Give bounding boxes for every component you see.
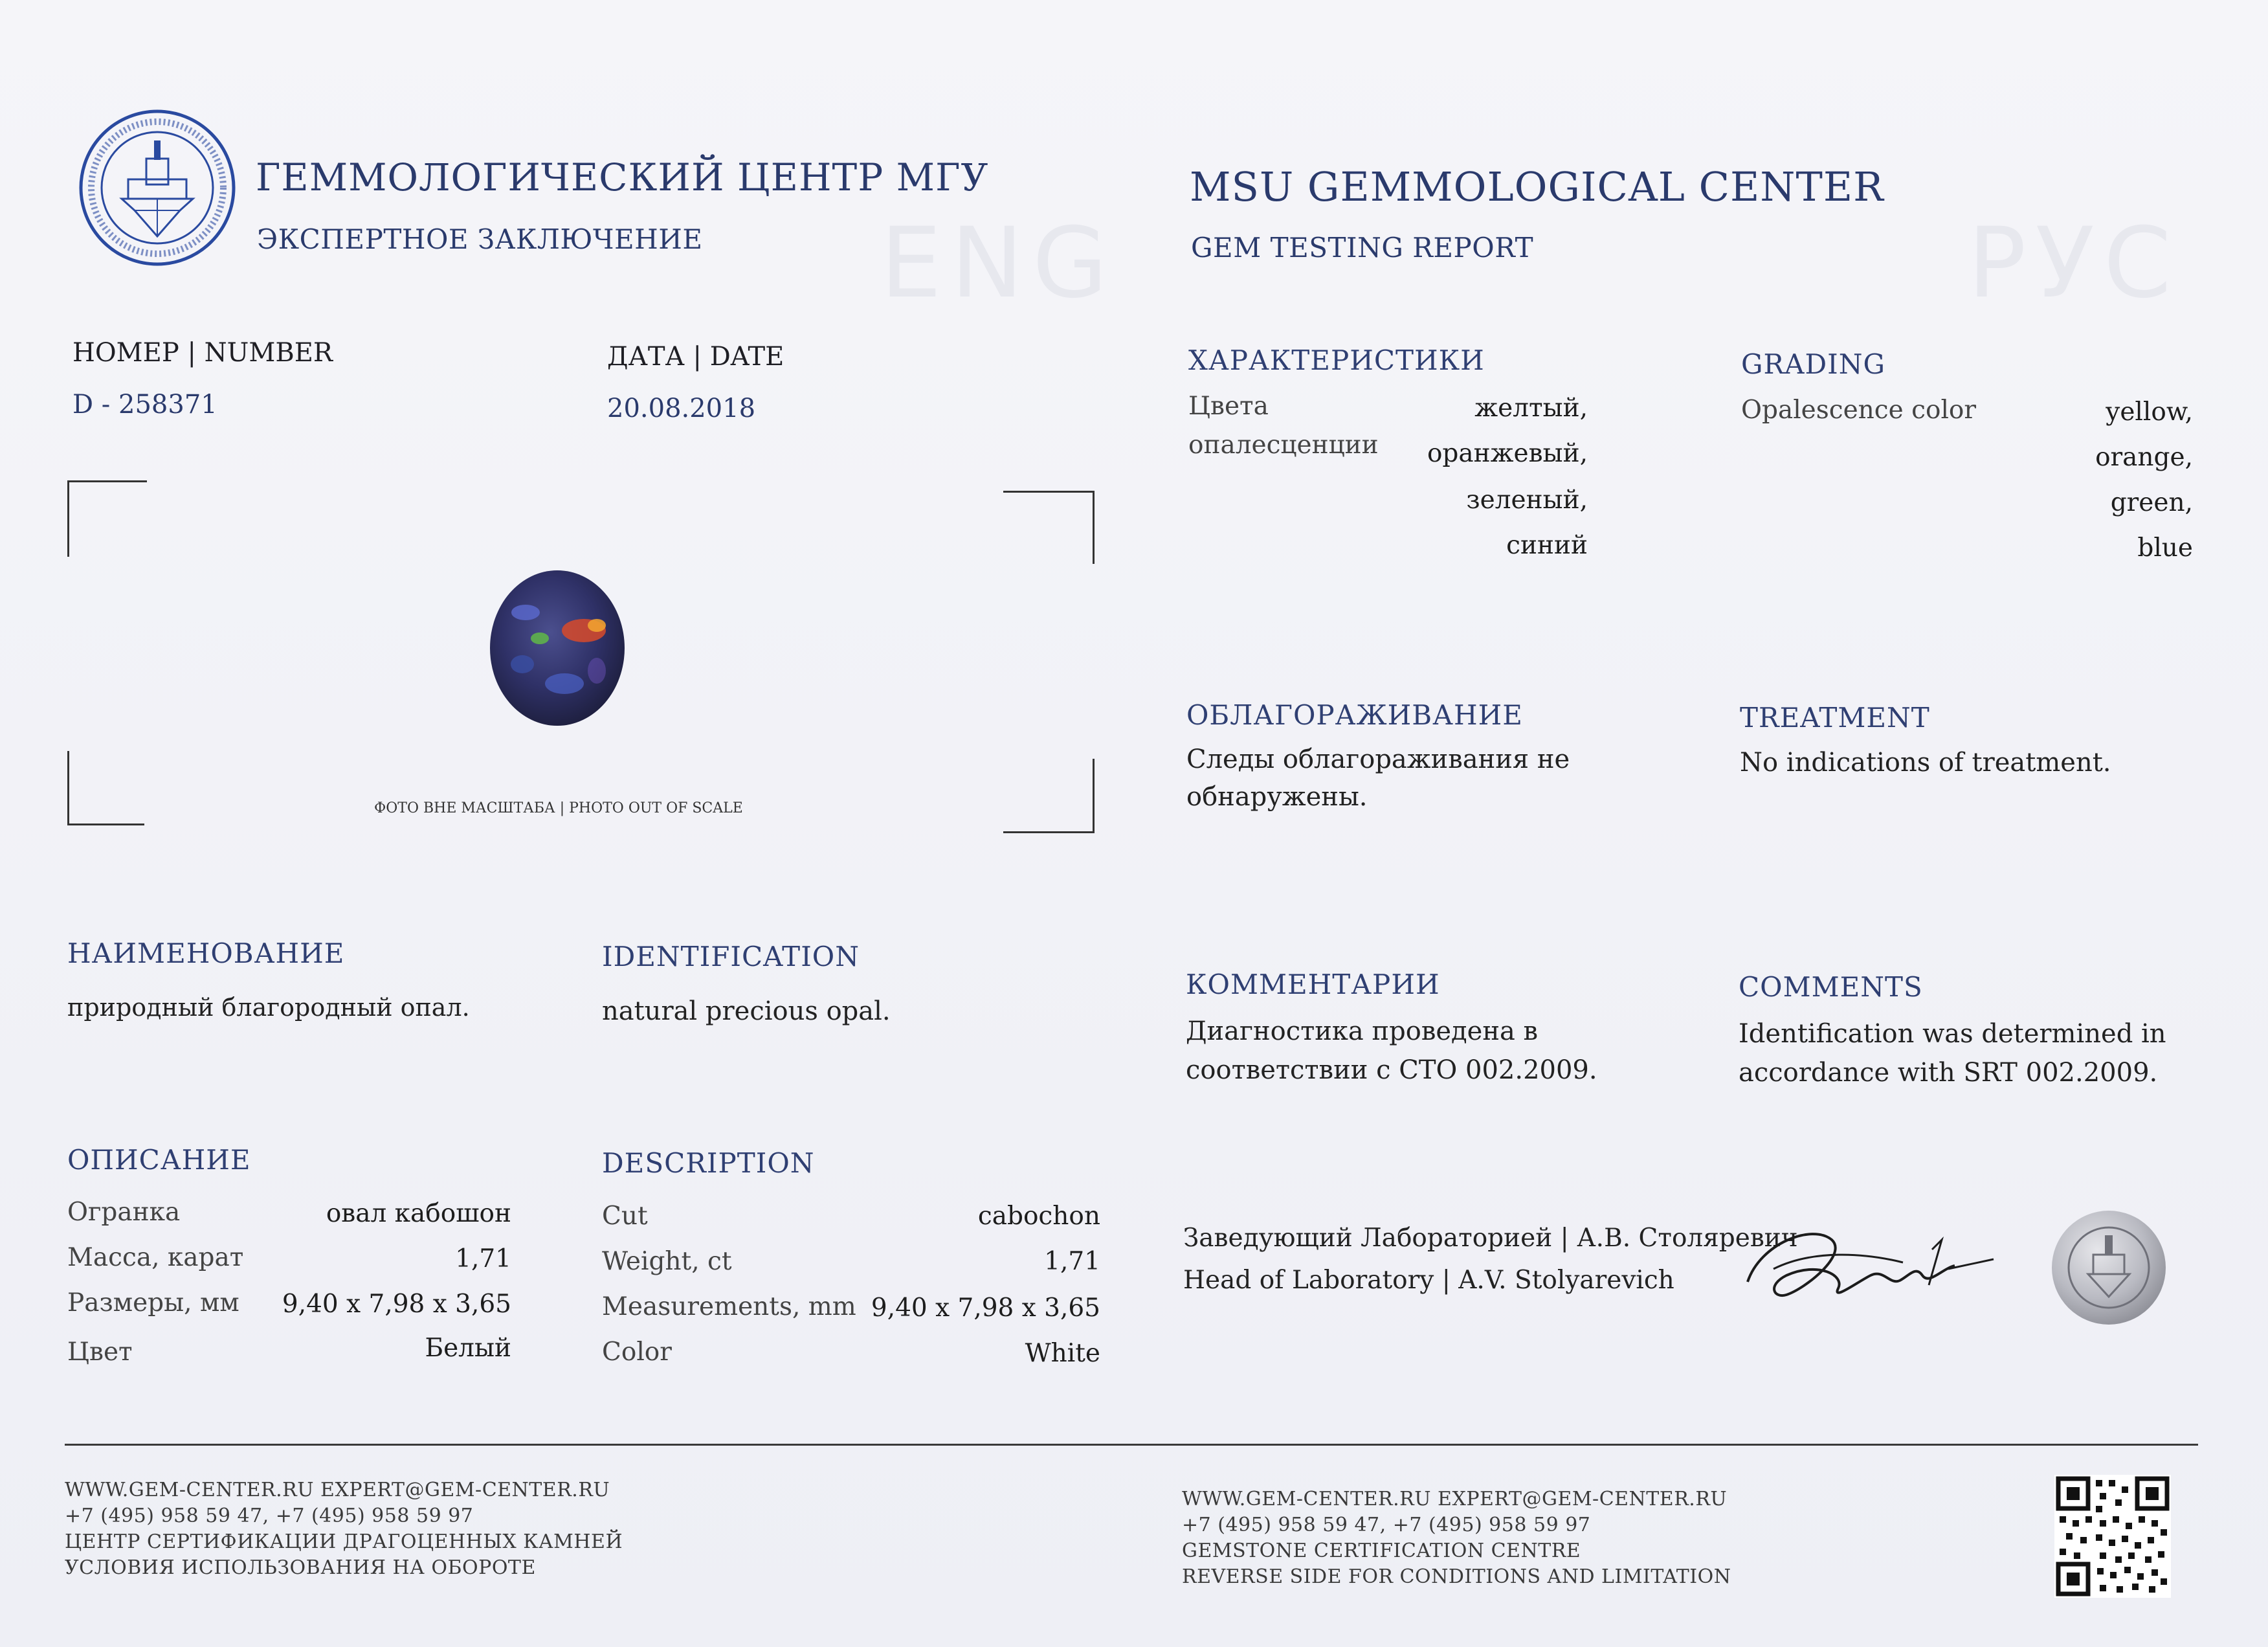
opalescence-value-ru-1: желтый, [1474,394,1588,423]
comments-text-ru-1: Диагностика проведена в [1186,1016,1539,1046]
opalescence-value-ru-4: синий [1506,531,1588,560]
weight-label-ru: Масса, карат [67,1243,244,1272]
identification-value-ru: природный благородный опал. [67,993,470,1022]
grading-heading-ru: ХАРАКТЕРИСТИКИ [1188,344,1485,376]
footer-ru-centre: ЦЕНТР СЕРТИФИКАЦИИ ДРАГОЦЕННЫХ КАМНЕЙ [65,1530,623,1553]
watermark-eng: ENG [880,207,1117,320]
footer-ru-phones: +7 (495) 958 59 47, +7 (495) 958 59 97 [65,1505,474,1527]
weight-value-ru: 1,71 [455,1244,511,1273]
identification-heading-en: IDENTIFICATION [602,941,860,972]
identification-value-en: natural precious opal. [602,996,891,1026]
opalescence-value-ru-2: оранжевый, [1427,439,1588,468]
watermark-rus: РУС [1968,207,2181,320]
comments-heading-ru: КОММЕНТАРИИ [1186,969,1440,1000]
identification-heading-ru: НАИМЕНОВАНИЕ [67,937,345,969]
photo-frame-corner-bl [67,751,144,825]
number-label: НОМЕР | NUMBER [72,338,333,368]
color-label-ru: Цвет [67,1338,133,1367]
report-subtitle-en: GEM TESTING REPORT [1191,232,1534,263]
center-title-ru: ГЕММОЛОГИЧЕСКИЙ ЦЕНТР МГУ [256,155,989,199]
cut-value-ru: овал кабошон [326,1199,511,1228]
cut-label-en: Cut [602,1202,648,1231]
comments-text-en-1: Identification was determined in [1739,1019,2166,1049]
comments-text-en-2: accordance with SRT 002.2009. [1739,1058,2158,1088]
msu-logo [76,107,238,269]
opalescence-value-en-1: yellow, [2106,398,2193,427]
treatment-heading-en: TREATMENT [1740,702,1930,734]
treatment-text-ru-1: Следы облагораживания не [1186,745,1570,774]
number-value: D - 258371 [72,390,217,420]
footer-ru-web-email: WWW.GEM-CENTER.RU EXPERT@GEM-CENTER.RU [65,1479,610,1501]
measurements-value-ru: 9,40 x 7,98 x 3,65 [282,1290,511,1319]
opalescence-value-en-3: green, [2110,488,2193,517]
opalescence-value-ru-3: зеленый, [1466,486,1588,515]
photo-caption: ФОТО ВНЕ МАСШТАБА | PHOTO OUT OF SCALE [374,800,743,816]
head-of-lab-en: Head of Laboratory | A.V. Stolyarevich [1183,1266,1674,1295]
footer-ru-conditions: УСЛОВИЯ ИСПОЛЬЗОВАНИЯ НА ОБОРОТЕ [65,1556,536,1579]
measurements-label-ru: Размеры, мм [67,1288,239,1317]
measurements-label-en: Measurements, mm [602,1292,856,1321]
footer-en-web-email: WWW.GEM-CENTER.RU EXPERT@GEM-CENTER.RU [1182,1488,1728,1510]
weight-value-en: 1,71 [1044,1247,1100,1276]
description-heading-ru: ОПИСАНИЕ [67,1144,251,1176]
cut-label-ru: Огранка [67,1198,181,1227]
footer-en-phones: +7 (495) 958 59 47, +7 (495) 958 59 97 [1182,1514,1591,1536]
treatment-heading-ru: ОБЛАГОРАЖИВАНИЕ [1186,699,1523,731]
handwritten-signature [1735,1204,2007,1321]
footer-en-conditions: REVERSE SIDE FOR CONDITIONS AND LIMITATION [1182,1565,1731,1588]
photo-frame-corner-tl [67,480,147,557]
photo-frame-corner-br [1003,759,1095,833]
opalescence-value-en-2: orange, [2095,443,2193,472]
weight-label-en: Weight, ct [602,1247,732,1276]
date-label: ДАТА | DATE [607,342,784,372]
treatment-text-en: No indications of treatment. [1740,748,2111,778]
description-heading-en: DESCRIPTION [602,1147,815,1179]
hologram-seal [2051,1209,2167,1326]
treatment-text-ru-2: обнаружены. [1186,782,1368,812]
footer-divider [65,1444,2198,1446]
color-value-en: White [1025,1339,1100,1368]
center-title-en: MSU GEMMOLOGICAL CENTER [1190,163,1884,210]
grading-heading-en: GRADING [1741,348,1886,380]
opal-photo [487,567,628,729]
comments-heading-en: COMMENTS [1739,971,1923,1003]
opalescence-value-en-4: blue [2137,533,2193,563]
cut-value-en: cabochon [977,1202,1100,1231]
photo-frame-corner-tr [1003,491,1095,564]
opalescence-label-en: Opalescence color [1741,396,1977,425]
color-label-en: Color [602,1338,672,1367]
opalescence-label-ru-2: опалесценции [1188,431,1379,460]
opalescence-label-ru-1: Цвета [1188,392,1269,421]
footer-en-centre: GEMSTONE CERTIFICATION CENTRE [1182,1540,1581,1562]
color-value-ru: Белый [425,1334,511,1363]
report-subtitle-ru: ЭКСПЕРТНОЕ ЗАКЛЮЧЕНИЕ [257,223,703,255]
comments-text-ru-2: соответствии с СТО 002.2009. [1186,1055,1597,1085]
head-of-lab-ru: Заведующий Лабораторией | А.В. Столяревич [1183,1224,1798,1253]
measurements-value-en: 9,40 x 7,98 x 3,65 [871,1294,1100,1323]
date-value: 20.08.2018 [607,394,756,423]
qr-code[interactable] [2054,1475,2171,1598]
